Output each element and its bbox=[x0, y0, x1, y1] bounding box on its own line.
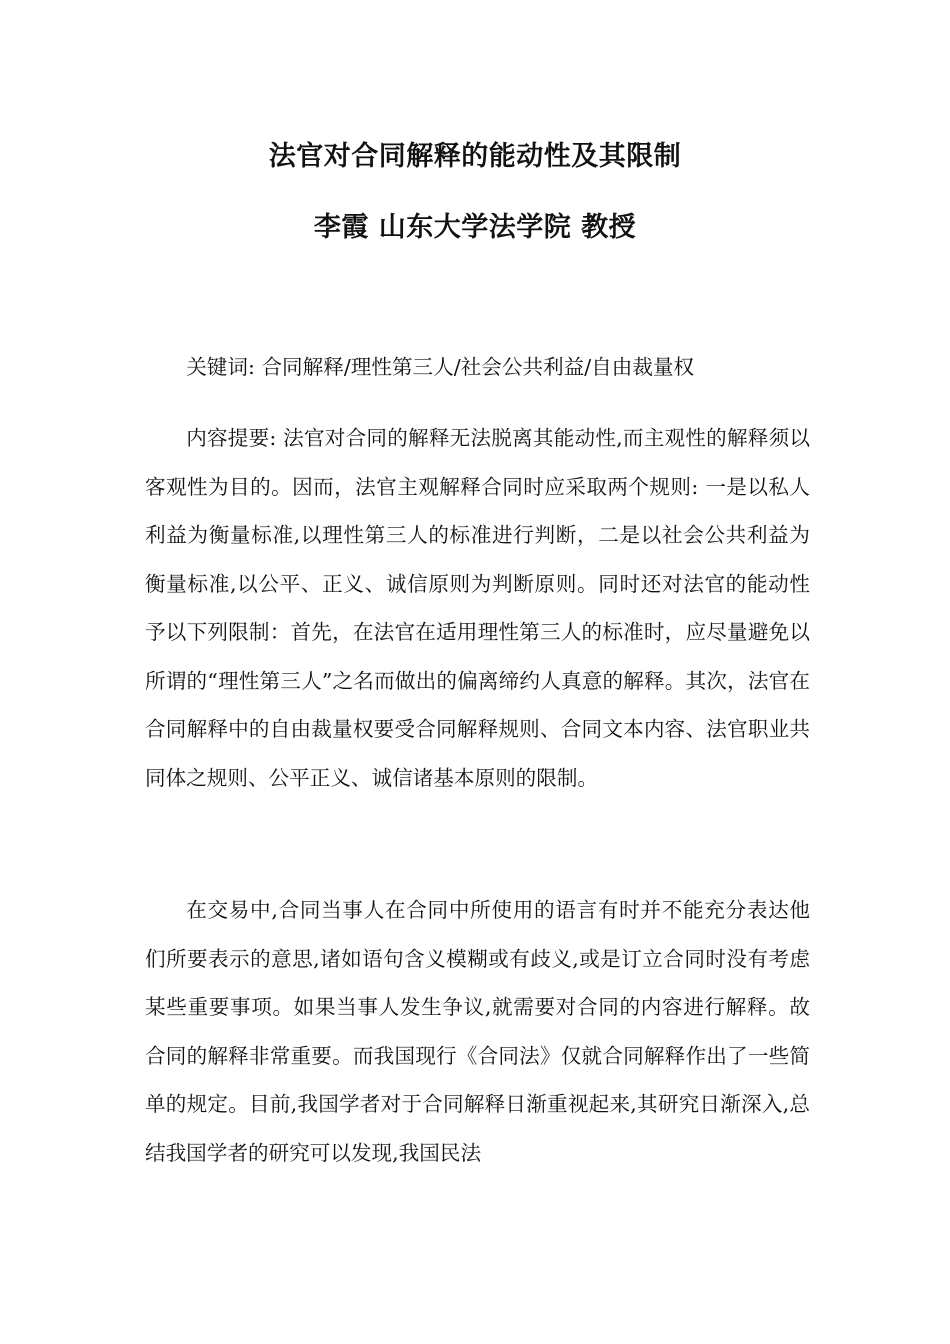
intro-paragraph: 在交易中,合同当事人在合同中所使用的语言有时并不能充分表达他们所要表示的意思,诸如语句含义模糊或有歧义,或是订立合同时没有考虑某些重要事项。如果当事人发生争议,就需要对合同的内容进行解释。故合同的解释非常重要。而我国现行《合同法》仅就合同解释作出了一些简单的规定。目前,我国学者对于合同解释日渐重视起来,其研究日渐深入,总结我国学者的研究可以发现,我国民法 bbox=[145, 898, 810, 1165]
abstract-paragraph: 内容提要: 法官对合同的解释无法脱离其能动性,而主观性的解释须以客观性为目的。因而，法官主观解释合同时应采取两个规则: 一是以私人利益为衡量标准,以理性第三人的标准进行判断，二是以社会公共利益为衡量标准,以公平、正义、诚信原则为判断原则。同时还对法官的能动性予以下列限制：首先，在法官在适用理性第三人的标准时，应尽量避免以所谓的“理性第三人”之名而做出的偏离缔约人真意的解释。其次，法官在合同解释中的自由裁量权要受合同解释规则、合同文本内容、法官职业共同体之规则、公平正义、诚信诸基本原则的限制。 bbox=[145, 426, 810, 790]
keywords-paragraph: 关键词: 合同解释/理性第三人/社会公共利益/自由裁量权 bbox=[186, 355, 695, 379]
document-title: 法官对合同解释的能动性及其限制 bbox=[268, 141, 682, 172]
author-line: 李霞 山东大学法学院 教授 bbox=[313, 212, 637, 243]
